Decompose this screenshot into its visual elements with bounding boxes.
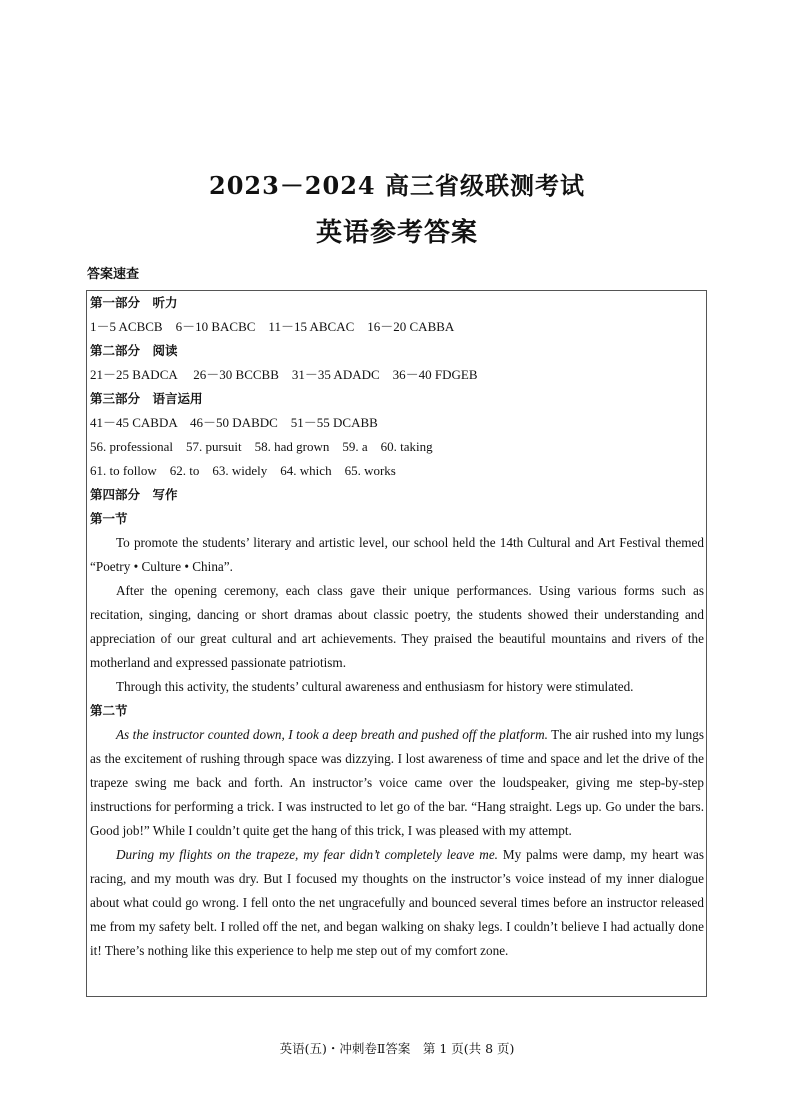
section2-paragraph-1 [90,723,704,843]
exam-title: 2023－2024 高三省级联测考试 [209,171,585,200]
part1-answers: 1－5 ACBCB 6－10 BACBC 11－15 ABCAC 16－20 CABBA [90,319,455,334]
quick-check-label: 答案速查 [87,267,140,282]
part2-answers: 21－25 BADCA 26－30 BCCBB 31－35 ADADC 36－40 FDGEB [90,367,478,382]
answer-box [86,290,707,997]
part3-answers-choice: 41－45 CABDA 46－50 DABDC 51－55 DCABB [90,415,378,430]
section2-paragraph-1-lead: As the instructor counted down, I took a deep breath and pushed off the platform. [116,727,548,742]
page-footer: 英语(五)・冲刺卷Ⅱ答案 第 1 页(共 8 页) [279,1041,515,1056]
section2-paragraph-1-body: The air rushed into my lungs as the excitement of rushing through space was dizzying. I lost awareness of time and space and let the drive of the trapeze swing me back and forth. An instructor’s voice came over the loudspeaker, giving me step-by-step instructions for performing a trick. I was instructed to let go of the bar. “Hang straight. Legs up. Go under the bars. Good job!” While I couldn’t quite get the hang of this trick, I was pleased with my attempt. [90,727,704,838]
part3-answers-fill-2: 61. to follow 62. to 63. widely 64. which 65. works [90,463,396,478]
part2-heading: 第二部分 阅读 [90,343,178,358]
part4-heading: 第四部分 写作 [90,487,178,502]
section1-paragraph-1: To promote the students’ literary and artistic level, our school held the 14th Cultural and Art Festival themed “Poetry • Culture • China”. [90,535,704,574]
section1-paragraph-2: After the opening ceremony, each class gave their unique performances. Using various forms such as recitation, singing, dancing or short dramas about classic poetry, the students showed their understanding and appreciation of our great cultural and art achievements. They praised the beautiful mountains and rivers of the motherland and expressed passionate patriotism. [90,583,704,670]
answer-key-title: 英语参考答案 [315,218,478,248]
section2-paragraph-2 [90,843,704,963]
section2-heading: 第二节 [90,703,128,718]
section2-paragraph-2-body: My palms were damp, my heart was racing, and my mouth was dry. But I focused my thoughts on the instructor’s voice instead of my inner dialogue about what could go wrong. I fell onto the net ungracefully and bounced several times before an instructor released me from my safety belt. I rolled off the net, and began walking on shaky legs. I couldn’t believe I had actually done it! There’s nothing like this experience to help me step out of my comfort zone. [90,847,704,958]
section1-heading: 第一节 [90,511,128,526]
part3-heading: 第三部分 语言运用 [90,391,203,406]
part1-heading: 第一部分 听力 [90,295,178,310]
part3-answers-fill-1: 56. professional 57. pursuit 58. had grown 59. a 60. taking [90,439,433,454]
section1-paragraph-3: Through this activity, the students’ cultural awareness and enthusiasm for history were stimulated. [116,679,634,694]
section2-paragraph-2-lead: During my flights on the trapeze, my fear didn’t completely leave me. [116,847,498,862]
